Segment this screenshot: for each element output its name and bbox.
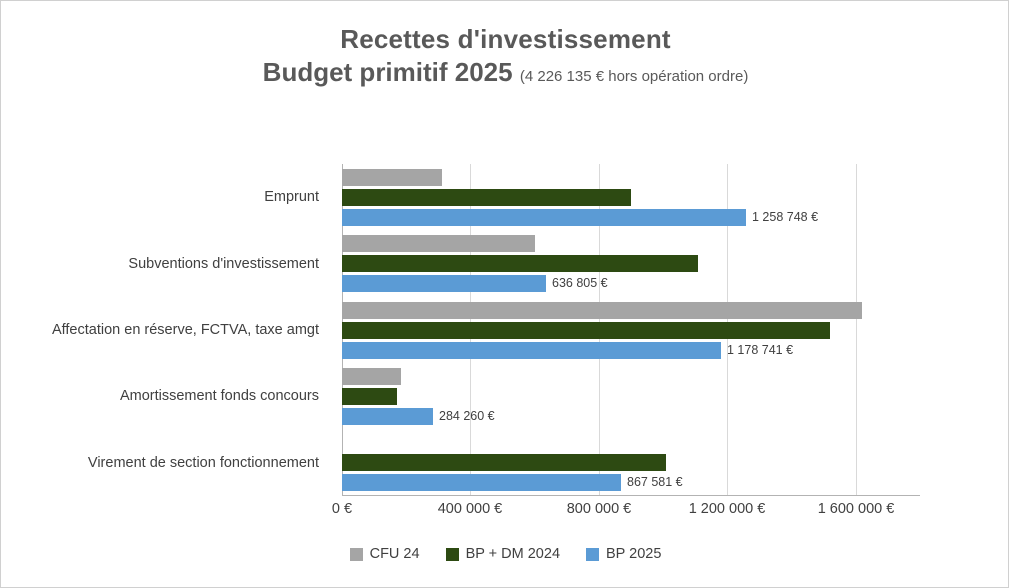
bar	[342, 322, 830, 339]
value-tick-label: 400 000 €	[437, 501, 503, 517]
legend-label: CFU 24	[369, 546, 420, 562]
chart-legend	[1, 546, 1009, 562]
bar-data-label: 636 805 €	[552, 276, 608, 290]
gridline	[856, 164, 857, 496]
category-label: Subventions d'investissement	[128, 256, 319, 272]
chart-title-second-line: Budget primitif 2025	[262, 57, 513, 87]
value-tick-label: 1 600 000 €	[817, 501, 895, 517]
category-label: Emprunt	[264, 189, 319, 205]
bar	[342, 408, 433, 425]
bar-data-label: 284 260 €	[439, 409, 495, 423]
axis-bottom-line	[342, 495, 920, 496]
bar	[342, 368, 401, 385]
bar-data-label: 1 258 748 €	[752, 210, 819, 224]
legend-swatch-icon	[586, 548, 599, 561]
category-label: Amortissement fonds concours	[119, 388, 319, 404]
bar	[342, 255, 698, 272]
bar	[342, 474, 621, 491]
chart-title: Recettes d'investissement	[340, 24, 671, 54]
category-axis-labels	[1, 164, 333, 496]
chart-subtitle: (4 226 135 € hors opération ordre)	[519, 68, 749, 85]
bar	[342, 209, 746, 226]
value-axis-labels	[331, 501, 920, 523]
chart-subtitle-line	[1, 55, 1009, 94]
value-tick-label: 0 €	[331, 501, 353, 517]
legend-item[interactable]	[350, 546, 420, 562]
bar	[342, 454, 666, 471]
value-tick-label: 1 200 000 €	[688, 501, 766, 517]
bar	[342, 275, 546, 292]
legend-item[interactable]	[446, 546, 560, 562]
legend-label: BP + DM 2024	[465, 546, 561, 562]
legend-swatch-icon	[350, 548, 363, 561]
category-label: Virement de section fonctionnement	[87, 455, 319, 471]
bar	[342, 189, 631, 206]
bar	[342, 235, 535, 252]
bar-data-label: 867 581 €	[627, 475, 683, 489]
bar	[342, 302, 862, 319]
legend-label: BP 2025	[606, 546, 662, 562]
chart-title-block	[1, 23, 1009, 94]
legend-item[interactable]	[586, 546, 661, 562]
bar-data-label: 1 178 741 €	[727, 343, 794, 357]
bar	[342, 388, 397, 405]
category-label: Affectation en réserve, FCTVA, taxe amgt	[51, 322, 319, 338]
value-tick-label: 800 000 €	[566, 501, 632, 517]
plot-area	[342, 164, 920, 496]
legend-swatch-icon	[446, 548, 459, 561]
bar	[342, 342, 721, 359]
bar	[342, 169, 442, 186]
